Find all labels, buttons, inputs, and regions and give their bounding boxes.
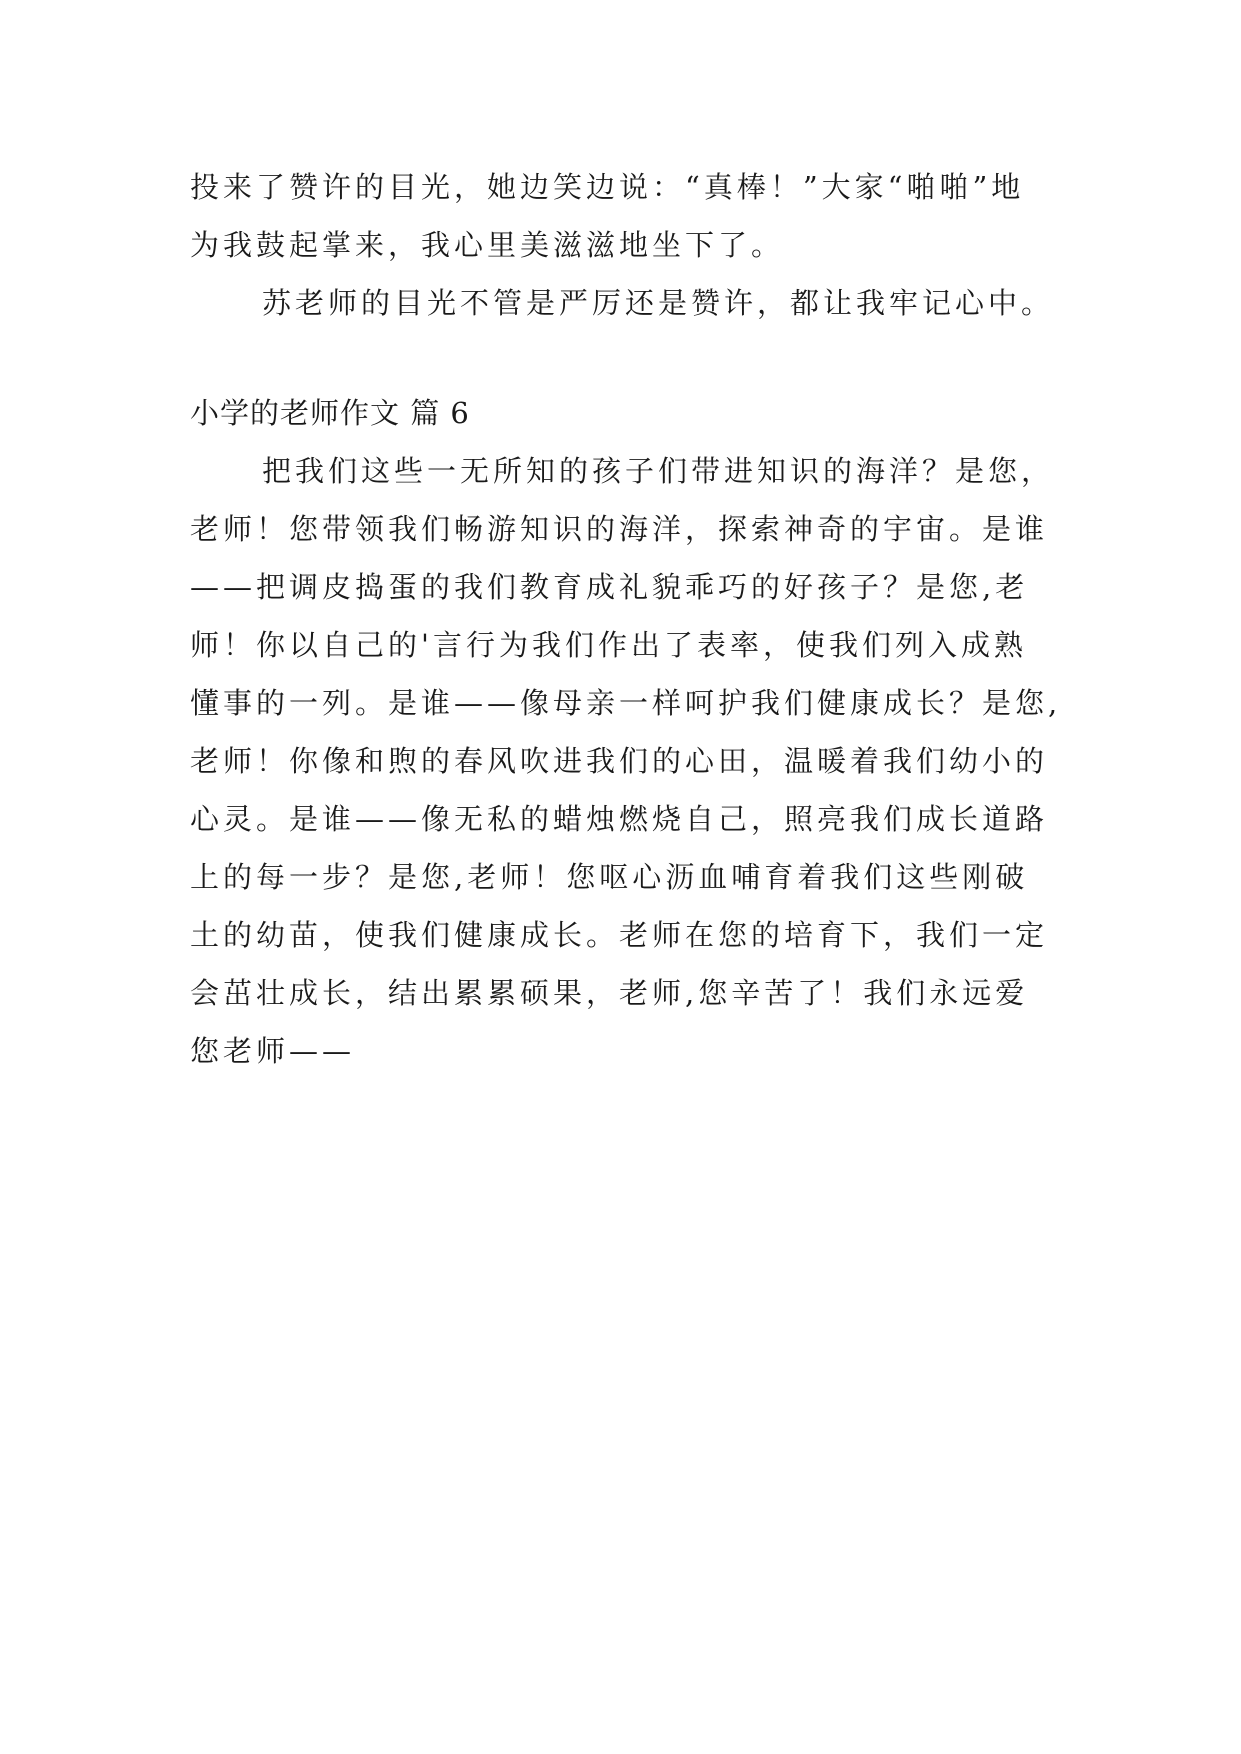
paragraph-line: 为我鼓起掌来，我心里美滋滋地坐下了。 — [190, 228, 785, 262]
paragraph-line: ——把调皮捣蛋的我们教育成礼貌乖巧的好孩子？是您,老 — [190, 570, 1029, 604]
essay-section — [190, 384, 1060, 1080]
paragraph-line: 懂事的一列。是谁——像母亲一样呵护我们健康成长？是您, — [190, 686, 1062, 720]
paragraph-line: 上的每一步？是您,老师！您呕心沥血哺育着我们这些刚破 — [190, 860, 1029, 894]
paragraph-line: 把我们这些一无所知的孩子们带进知识的海洋？是您， — [262, 454, 1055, 488]
paragraph-line: 心灵。是谁——像无私的蜡烛燃烧自己，照亮我们成长道路 — [190, 802, 1049, 836]
previous-section-ending — [190, 158, 1060, 332]
paragraph-line: 投来了赞许的目光，她边笑边说：“真棒！”大家“啪啪”地 — [190, 170, 1025, 204]
paragraph-line: 老师！您带领我们畅游知识的海洋，探索神奇的宇宙。是谁 — [190, 512, 1049, 546]
paragraph-line: 老师！你像和煦的春风吹进我们的心田，温暖着我们幼小的 — [190, 744, 1049, 778]
paragraph-line: 会茁壮成长，结出累累硕果，老师,您辛苦了！我们永远爱 — [190, 976, 1029, 1010]
section-title: 小学的老师作文 篇 6 — [190, 396, 470, 430]
paragraph-line: 苏老师的目光不管是严厉还是赞许，都让我牢记心中。 — [262, 286, 1055, 320]
paragraph-line: 土的幼苗，使我们健康成长。老师在您的培育下，我们一定 — [190, 918, 1049, 952]
paragraph-line: 师！你以自己的'言行为我们作出了表率，使我们列入成熟 — [190, 628, 1027, 662]
paragraph-line: 您老师—— — [190, 1034, 356, 1068]
